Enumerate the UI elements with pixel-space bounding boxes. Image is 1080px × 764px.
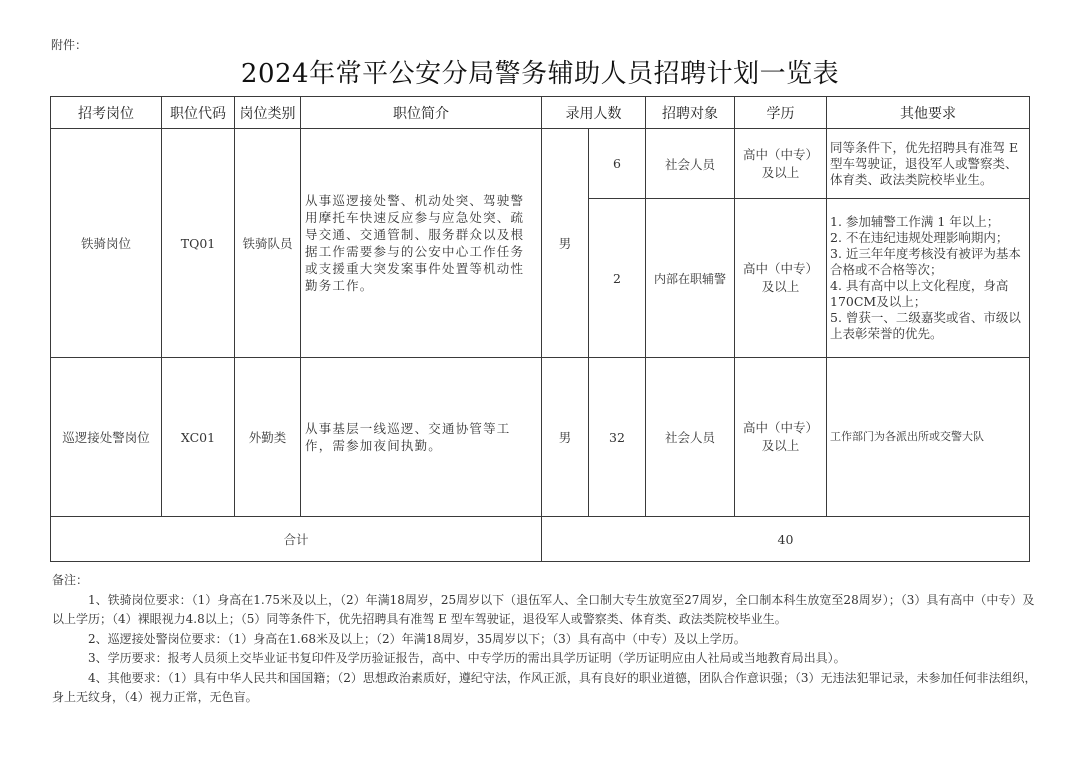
cell-other: 工作部门为各派出所或交警大队	[827, 358, 1030, 517]
note-item: 2、巡逻接处警岗位要求：（1）身高在1.68米及以上；（2）年满18周岁，35周岁以下；（3）具有高中（中专）及以上学历。	[88, 631, 746, 646]
note-item: 3、学历要求：报考人员须上交毕业证书复印件及学历验证报告，高中、中专学历的需出具学历证明（学历证明应由人社局或当地教育局出具）。	[88, 651, 846, 665]
cell-position: 铁骑岗位	[51, 129, 162, 358]
cell-count: 2	[589, 199, 646, 358]
cell-intro: 从事巡逻接处警、机动处突、驾驶警用摩托车快速反应参与应急处突、疏导交通、交通管制、服务群众以及根据工作需要参与的公安中心工作任务或支援重大突发案事件处置等机动性勤务工作。	[301, 129, 542, 358]
recruitment-table	[50, 96, 1030, 562]
header-count: 录用人数	[542, 97, 646, 129]
education-line: 高中（中专）	[742, 261, 818, 276]
note-item: 4、其他要求：（1）具有中华人民共和国国籍；（2）思想政治素质好，遵纪守法，作风正派，具有良好的职业道德，团队合作意识强；（3）无违法犯罪记录，未参加任何非法组织，身上无纹身，（4）视力正常，无色盲。	[52, 670, 1037, 704]
cell-code: TQ01	[162, 129, 235, 358]
cell-intro: 从事基层一线巡逻、交通协管等工作，需参加夜间执勤。	[301, 358, 542, 517]
attachment-label: 附件：	[51, 38, 88, 52]
header-target: 招聘对象	[646, 97, 735, 129]
header-code: 职位代码	[162, 97, 235, 129]
requirement-item: 3. 近三年年度考核没有被评为基本合格或不合格等次；	[830, 246, 1021, 277]
table-header-row	[51, 97, 1030, 129]
header-category: 岗位类别	[235, 97, 301, 129]
requirement-item: 5. 曾获一、二级嘉奖或省、市级以上表彰荣誉的优先。	[830, 310, 1021, 341]
header-position: 招考岗位	[51, 97, 162, 129]
total-row	[51, 517, 1030, 562]
education-line: 高中（中专）	[742, 146, 818, 162]
cell-education	[735, 129, 827, 199]
cell-category: 铁骑队员	[235, 129, 301, 358]
cell-target: 社会人员	[646, 358, 735, 517]
cell-gender: 男	[542, 358, 589, 517]
cell-position: 巡逻接处警岗位	[51, 358, 162, 517]
education-line: 高中（中专）	[742, 420, 818, 435]
cell-other: 同等条件下，优先招聘具有准驾 E 型车驾驶证，退役军人或警察类、体育类、政法类院校毕业生。	[827, 129, 1030, 199]
table-row	[51, 358, 1030, 517]
cell-code: XC01	[162, 358, 235, 517]
total-label: 合计	[51, 517, 542, 562]
cell-target: 社会人员	[646, 129, 735, 199]
cell-count: 32	[589, 358, 646, 517]
note-item: 1、铁骑岗位要求：（1）身高在1.75米及以上，（2）年满18周岁，25周岁以下（退伍军人、全口制大专生放宽至27周岁，全口制本科生放宽至28周岁）；（3）具有高中（中专）及以上学历；（4）裸眼视力4.8以上；（5）同等条件下，优先招聘具有准驾 E 型车驾驶证，退役军人或警察类、体育类、政法类院校毕业生。	[52, 592, 1035, 626]
cell-other-list	[827, 199, 1030, 358]
document-title: 2024年常平公安分局警务辅助人员招聘计划一览表	[240, 59, 840, 89]
table-row	[51, 129, 1030, 199]
requirement-item: 1. 参加辅警工作满 1 年以上；	[830, 214, 1000, 229]
total-value: 40	[542, 517, 1030, 562]
education-line: 及以上	[761, 438, 800, 453]
header-intro: 职位简介	[301, 97, 542, 129]
cell-category: 外勤类	[235, 358, 301, 517]
cell-target: 内部在职辅警	[646, 199, 735, 358]
cell-gender: 男	[542, 129, 589, 358]
education-line: 及以上	[761, 164, 800, 180]
requirement-item: 4. 具有高中以上文化程度，身高170CM及以上；	[830, 278, 1009, 309]
education-line: 及以上	[761, 279, 800, 294]
cell-education	[735, 199, 827, 358]
notes-section	[52, 571, 1037, 708]
header-other: 其他要求	[827, 97, 1030, 129]
notes-heading: 备注：	[52, 573, 89, 587]
header-education: 学历	[735, 97, 827, 129]
cell-education	[735, 358, 827, 517]
cell-count: 6	[589, 129, 646, 199]
requirement-item: 2. 不在违纪违规处理影响期内；	[830, 230, 1009, 245]
